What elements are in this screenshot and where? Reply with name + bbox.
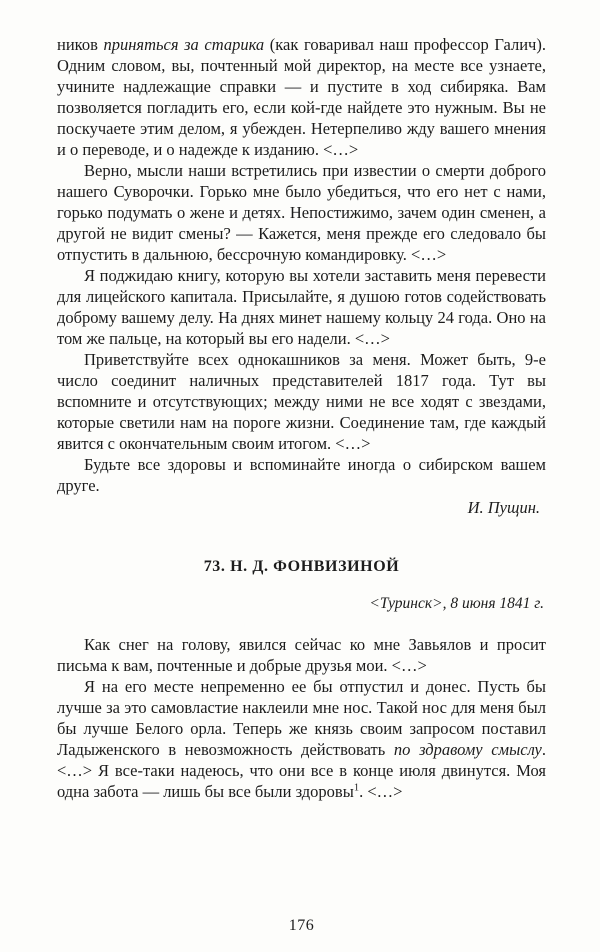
paragraph: Я поджидаю книгу, которую вы хотели заставить меня перевести для лицейского капитала. Присылайте, я душою готов содействовать доброму вашему делу. На днях минет нашему кольцу 24 года. Оно на том же пальце, на который вы его надели. <…> [57, 266, 546, 348]
signature: И. Пущин. [467, 498, 540, 517]
text-run: (как говаривал наш профессор Галич). Одним словом, вы, почтенный мой директор, на месте все узнаете, учините надлежащие справки — и пустите в ход сибиряка. Вам позволяется погладить его, если кой-где найдете это нужным. Вы не поскучаете этим делом, я убежден. Нетерпеливо жду вашего мнения и о переводе, и о надежде к изданию. <…> [57, 35, 546, 159]
letter-end-body [57, 34, 546, 518]
text-run: . <…> Я все-таки надеюсь, что они все в конце июля двинутся. Моя одна забота — лишь бы все были здоровы [57, 740, 546, 801]
footnote-mark: 1 [353, 782, 360, 794]
paragraph [57, 34, 546, 160]
page-number: 176 [288, 917, 315, 934]
paragraph: Приветствуйте всех однокашников за меня. Может быть, 9-е число соединит наличных представителей 1817 года. Тут вы вспомните и отсутствующих; между ними не все ходят с звездами, которые светили нам на пороге жизни. Соединение там, где каждый явится с окончательным своим итогом. <…> [57, 350, 546, 453]
paragraph: Будьте все здоровы и вспоминайте иногда о сибирском вашем друге. [57, 455, 546, 495]
dateline: <Туринск>, 8 июня 1841 г. [369, 595, 544, 612]
paragraph [57, 676, 546, 802]
text-run: . <…> [359, 782, 403, 801]
paragraph: Верно, мысли наши встретились при известии о смерти доброго нашего Суворочки. Горько мне было убедиться, что его нет с нами, горько подумать о жене и детях. Непостижимо, зачем один сменен, а другой не видит смены? — Кажется, меня прежде его следовало бы отпустить в дальнюю, бессрочную командировку. <…> [57, 161, 546, 264]
italic-phrase: приняться за старика [103, 35, 265, 54]
text-run: Я на его месте непременно ее бы отпустил и донес. Пусть бы лучше за это самовластие наклеили мне нос. Такой нос для меня был бы лучше Белого орла. Теперь же князь своим запросом поставил Ладыженского в невозможность действовать [57, 677, 546, 759]
text-run: ников [57, 35, 104, 54]
letter-73-body [57, 634, 546, 802]
italic-phrase: по здравому смыслу [393, 740, 542, 759]
paragraph: Как снег на голову, явился сейчас ко мне Завьялов и просит письма к вам, почтенные и добрые друзья мои. <…> [57, 635, 546, 675]
letter-heading: 73. Н. Д. ФОНВИЗИНОЙ [203, 558, 400, 575]
